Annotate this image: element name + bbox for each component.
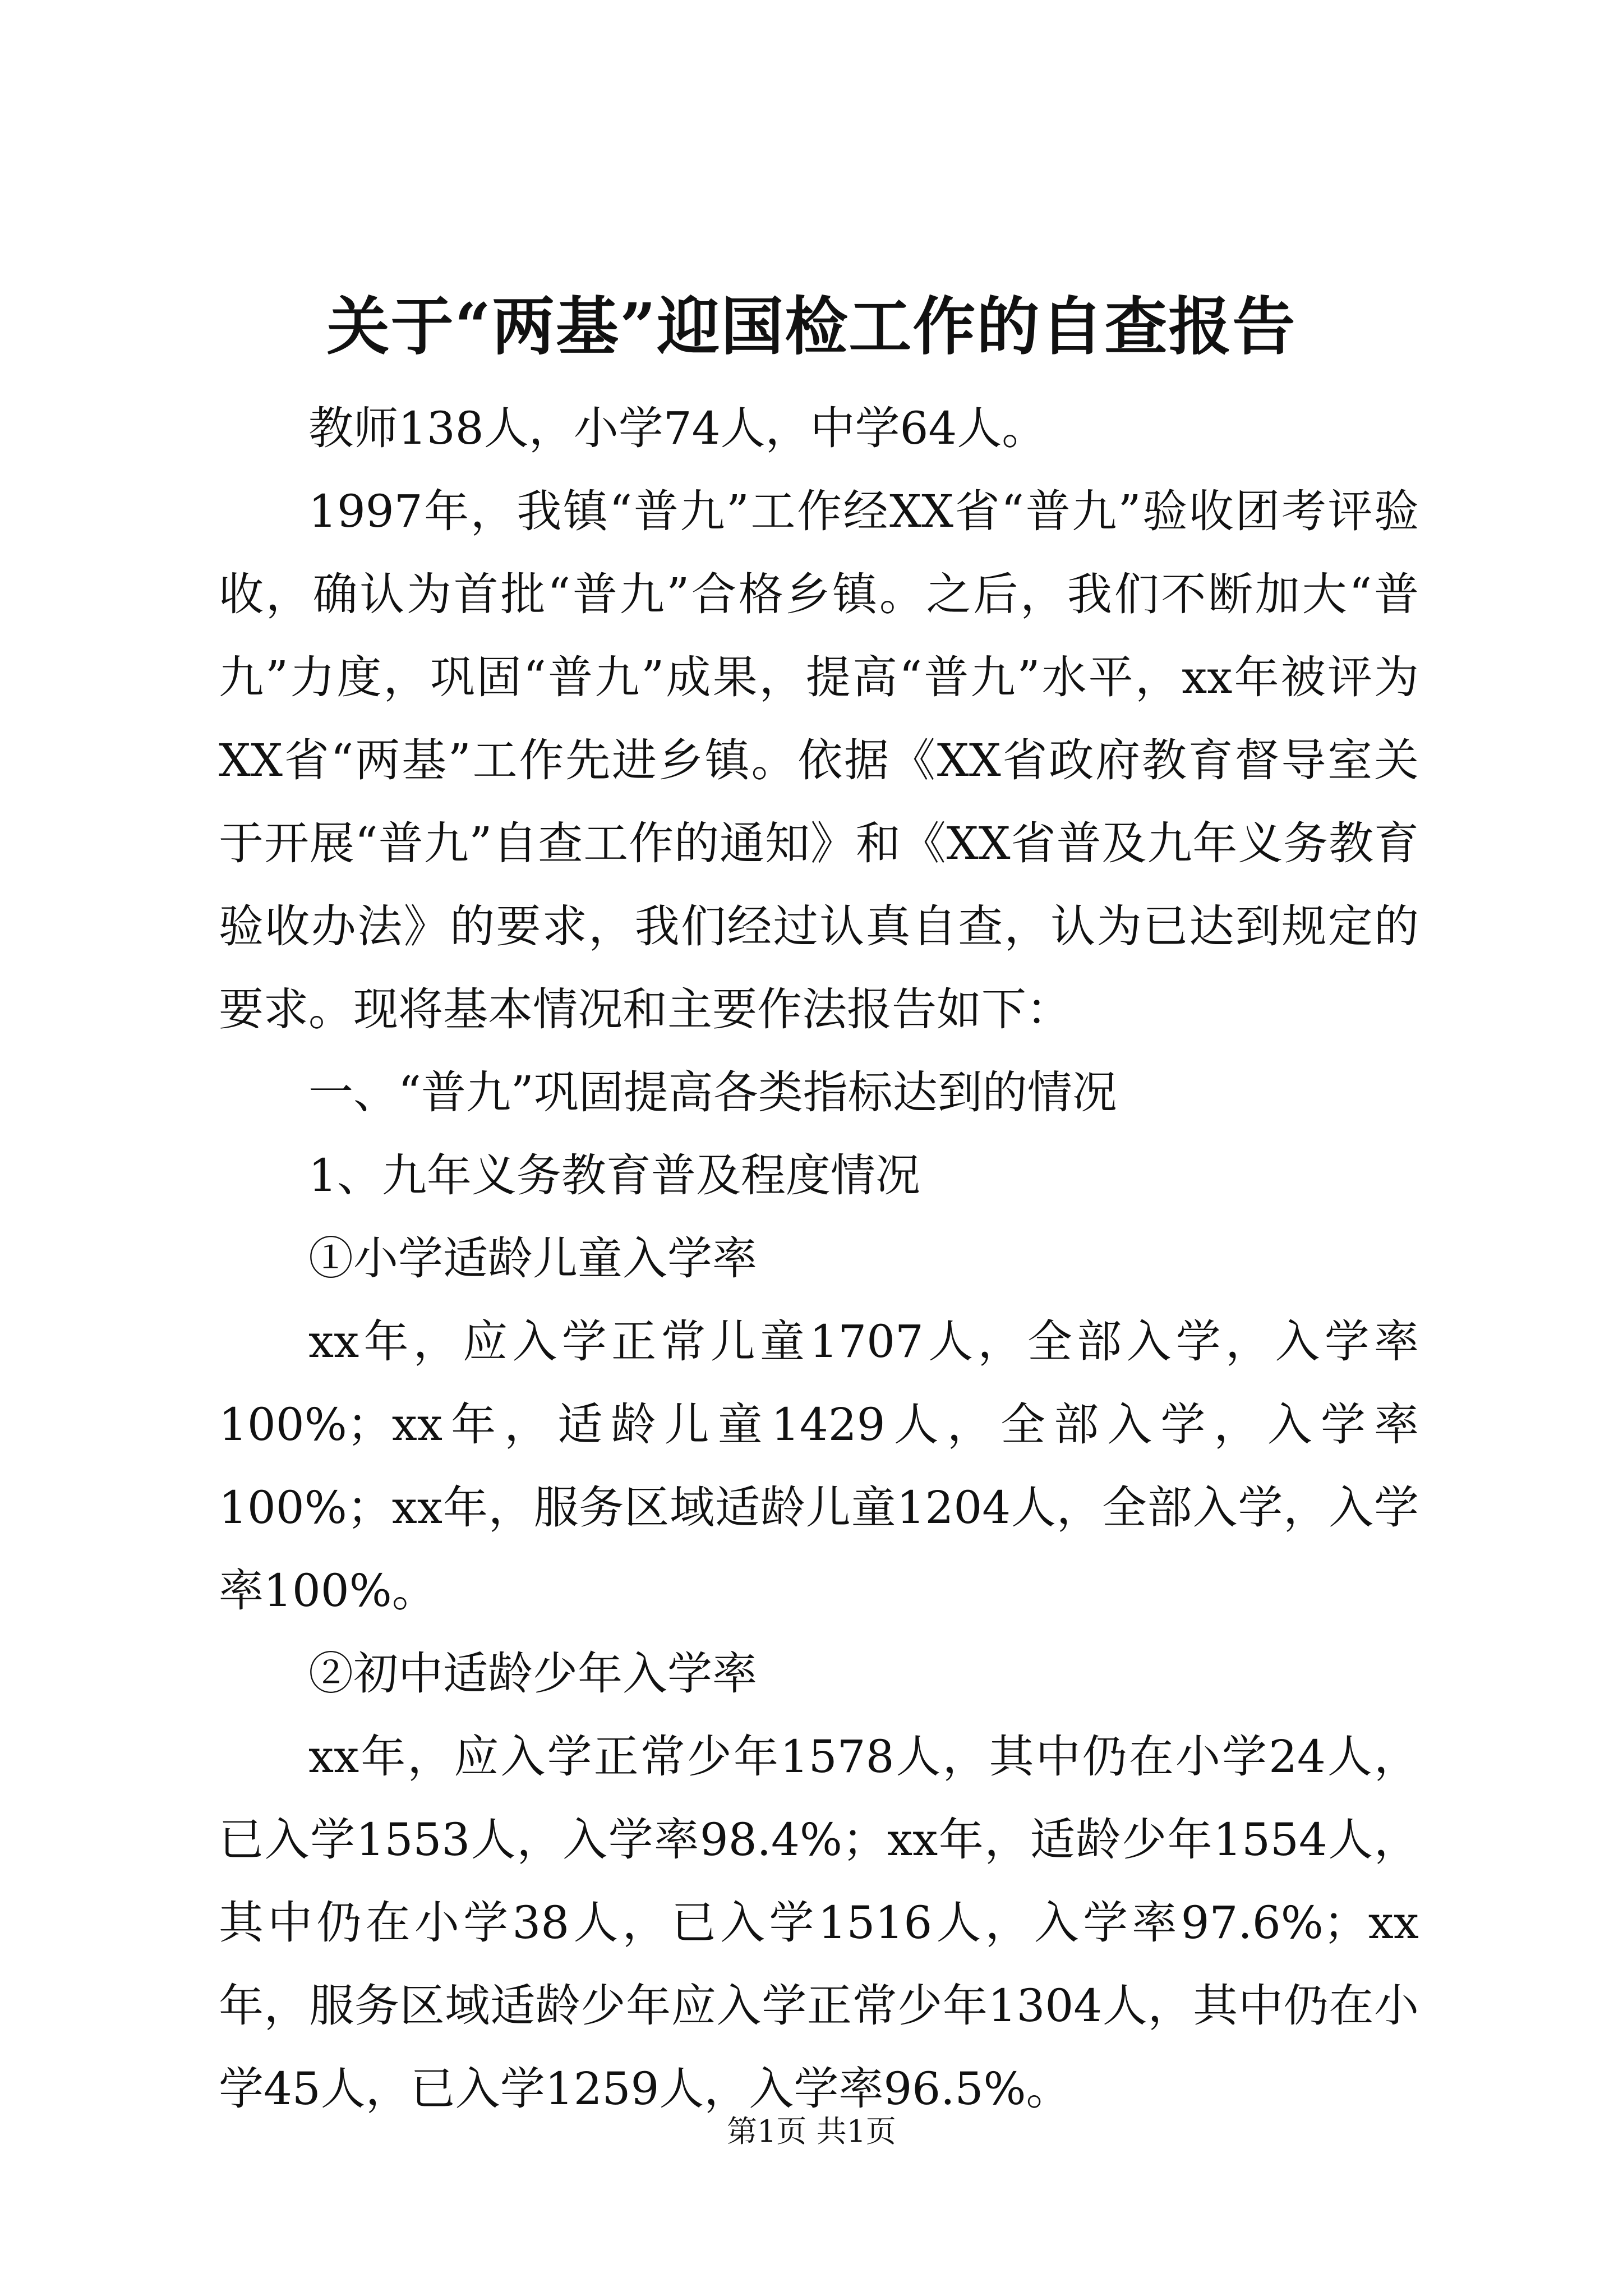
section-heading-1: 一、“普九”巩固提高各类指标达到的情况 bbox=[308, 1066, 1117, 1119]
paragraph-primary-enrollment: xx年，应入学正常儿童1707人，全部入学，入学率100%；xx年，适龄儿童1429人，全部入学，入学率100%；xx年，服务区域适龄儿童1204人，全部入学，入学率100%。 bbox=[219, 1315, 1419, 1617]
item-heading-primary: ①小学适龄儿童入学率 bbox=[308, 1232, 757, 1285]
page-footer: 第1页 共1页 bbox=[727, 2114, 896, 2149]
document-body bbox=[219, 387, 1419, 2131]
document-title: 关于“两基”迎国检工作的自查报告 bbox=[326, 290, 1297, 364]
subsection-heading-1: 1、九年义务教育普及程度情况 bbox=[308, 1149, 920, 1202]
item-heading-junior: ②初中适龄少年入学率 bbox=[308, 1648, 757, 1700]
paragraph-junior-enrollment: xx年，应入学正常少年1578人，其中仍在小学24人，已入学1553人，入学率98.4%；xx年，适龄少年1554人，其中仍在小学38人，已入学1516人，入学率97.6%；xx年，服务区域适龄少年应入学正常少年1304人，其中仍在小学45人，已入学1259人，入学率96.5%。 bbox=[219, 1731, 1419, 2115]
paragraph-teachers: 教师138人，小学74人，中学64人。 bbox=[308, 402, 1047, 454]
paragraph-background: 1997年，我镇“普九”工作经XX省“普九”验收团考评验收，确认为首批“普九”合格乡镇。之后，我们不断加大“普九”力度，巩固“普九”成果，提高“普九”水平，xx年被评为XX省“两基”工作先进乡镇。依据《XX省政府教育督导室关于开展“普九”自查工作的通知》和《XX省普及九年义务教育验收办法》的要求，我们经过认真自查，认为已达到规定的要求。现将基本情况和主要作法报告如下： bbox=[219, 485, 1419, 1036]
